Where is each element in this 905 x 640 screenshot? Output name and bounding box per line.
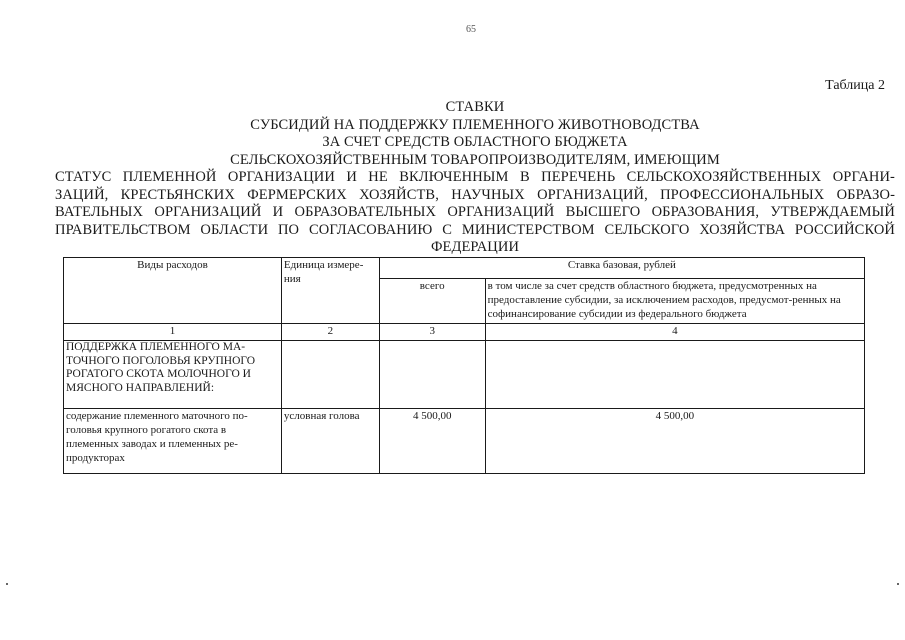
column-number-4: 4 [485,324,864,341]
title-line-8: ПРАВИТЕЛЬСТВОМ ОБЛАСТИ ПО СОГЛАСОВАНИЮ С МИНИСТЕРСТВОМ СЕЛЬСКОГО ХОЗЯЙСТВА РОССИЙСКОЙ [55,221,895,238]
title-line-2: СУБСИДИЙ НА ПОДДЕРЖКУ ПЛЕМЕННОГО ЖИВОТНОВОДСТВА [250,116,700,133]
header-including: в том числе за счет средств областного бюджета, предусмотренных на предоставление субсидии, за исключением расходов, предусмот-ренных на софинансирование субсидии из федерального бюджета [485,279,864,324]
scan-mark-left [6,583,8,585]
section-row [64,341,865,409]
section-unit-empty [281,341,379,409]
header-unit: Единица измере-ния [281,258,379,324]
section-total-empty [379,341,485,409]
header-base-rate: Ставка базовая, рублей [379,258,864,279]
rates-table [63,257,865,474]
row-expense: содержание племенного маточного по-головья крупного рогатого скота в племенных заводах и племенных ре-продукторах [64,409,282,474]
title-line-4: СЕЛЬСКОХОЗЯЙСТВЕННЫМ ТОВАРОПРОИЗВОДИТЕЛЯМ, ИМЕЮЩИМ [230,151,720,168]
section-label: ПОДДЕРЖКА ПЛЕМЕННОГО МА-ТОЧНОГО ПОГОЛОВЬЯ КРУПНОГО РОГАТОГО СКОТА МОЛОЧНОГО И МЯСНОГО НАПРАВЛЕНИЙ: [64,341,282,409]
header-expense-types: Виды расходов [64,258,282,324]
column-number-2: 2 [281,324,379,341]
document-title [55,99,895,257]
title-line-5: СТАТУС ПЛЕМЕННОЙ ОРГАНИЗАЦИИ И НЕ ВКЛЮЧЕННЫМ В ПЕРЕЧЕНЬ СЕЛЬСКОХОЗЯЙСТВЕННЫХ ОРГАНИ- [55,169,895,185]
scan-mark-right [897,583,899,585]
header-row [64,258,865,279]
title-line-3: ЗА СЧЕТ СРЕДСТВ ОБЛАСТНОГО БЮДЖЕТА [322,134,628,150]
row-total: 4 500,00 [379,409,485,474]
column-number-row [64,324,865,341]
column-number-3: 3 [379,324,485,341]
row-unit: условная голова [281,409,379,474]
row-including: 4 500,00 [485,409,864,474]
table-caption: Таблица 2 [825,78,885,93]
title-line-9: ФЕДЕРАЦИИ [430,239,520,255]
section-including-empty [485,341,864,409]
table-row [64,409,865,474]
title-line-7: ВАТЕЛЬНЫХ ОРГАНИЗАЦИЙ И ОБРАЗОВАТЕЛЬНЫХ ОРГАНИЗАЦИЙ ВЫСШЕГО ОБРАЗОВАНИЯ, УТВЕРЖДАЕМЫЙ [55,204,895,220]
column-number-1: 1 [64,324,282,341]
header-total: всего [379,279,485,324]
title-line-1: СТАВКИ [445,99,505,115]
page-number: 65 [466,24,476,35]
title-line-6: ЗАЦИЙ, КРЕСТЬЯНСКИХ ФЕРМЕРСКИХ ХОЗЯЙСТВ, НАУЧНЫХ ОРГАНИЗАЦИЙ, ПРОФЕССИОНАЛЬНЫХ ОБРАЗО- [55,186,895,203]
